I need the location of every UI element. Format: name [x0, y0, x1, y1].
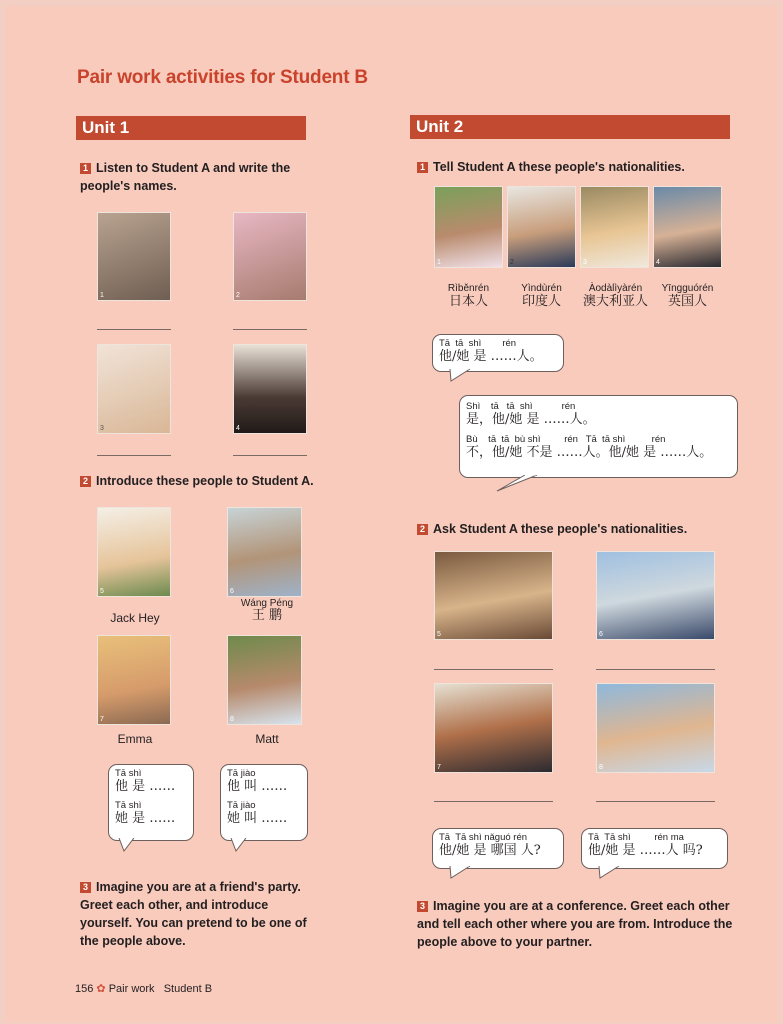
nationality-label: Rìběnrén 日本人: [447, 283, 490, 309]
answer-line: [434, 669, 553, 670]
section-name: Pair work: [108, 983, 155, 995]
photo-3: 3: [97, 344, 171, 434]
page-title: Pair work activities for Student B: [77, 67, 368, 88]
activity-number: 1: [80, 163, 91, 174]
activity2-text: Introduce these people to Student A.: [96, 474, 314, 488]
unit1-activity2: [80, 472, 320, 490]
unit1-activity3: [80, 878, 320, 950]
photo-4: 4: [233, 344, 307, 434]
photo-u2-7: 7: [434, 683, 553, 773]
activity3-text: Imagine you are at a friend's party. Greet each other, and introduce yourself. You can pretend to be one of the people above.: [80, 880, 307, 948]
student-label: Student B: [163, 983, 213, 995]
answer-line: [97, 455, 171, 456]
photo-8: 8: [227, 635, 302, 725]
person-name: Jack Hey: [110, 611, 160, 625]
photo-u2-8: 8: [596, 683, 715, 773]
unit2-activity3: [417, 897, 742, 951]
answer-line: [596, 669, 715, 670]
nationality-label: Àodàlìyàrén 澳大利亚人: [582, 283, 648, 309]
photo-2: 2: [233, 212, 307, 301]
activity3-text: Imagine you are at a conference. Greet each other and tell each other where you are from. Introduce the people above to your partner.: [417, 899, 733, 949]
bubble-tail: [597, 866, 623, 879]
answer-line: [97, 329, 171, 330]
page-footer: [75, 982, 212, 995]
person-name-chinese: [222, 598, 312, 623]
answer-line: [233, 329, 307, 330]
bubble-tail: [448, 866, 474, 879]
page-number: 156: [75, 983, 94, 995]
photo-u2-5: 5: [434, 551, 553, 640]
photo-u2-2: 2: [507, 186, 576, 268]
photo-u2-1: 1: [434, 186, 503, 268]
unit1-activity1: [80, 159, 310, 195]
answer-line: [596, 801, 715, 802]
unit2-activity1: [417, 158, 737, 176]
bubble-tail: [230, 838, 250, 852]
activity-number: 1: [417, 162, 428, 173]
photo-1: 1: [97, 212, 171, 301]
activity1-text: Tell Student A these people's nationalities.: [433, 160, 685, 174]
activity-number: 2: [80, 476, 91, 487]
bubble-tail: [448, 369, 474, 382]
person-name: Emma: [117, 732, 153, 746]
bubble-tail: [118, 838, 138, 852]
speech-bubble: Tā Tā shì rén ma 他/她 是 ……人 吗?: [581, 828, 728, 869]
unit1-header: Unit 1: [76, 116, 306, 140]
activity-number: 2: [417, 524, 428, 535]
photo-5: 5: [97, 507, 171, 597]
speech-bubble: Tā tā shì rén 他/她 是 ……人。: [432, 334, 564, 372]
person-pinyin: Wáng Péng: [240, 598, 294, 609]
activity1-text: Listen to Student A and write the people's names.: [80, 161, 291, 193]
speech-bubble: Tā shì 他 是 …… Tā shì 她 是 ……: [108, 764, 194, 841]
speech-bubble: Tā jiào 他 叫 …… Tā jiào 她 叫 ……: [220, 764, 308, 841]
photo-7: 7: [97, 635, 171, 725]
person-hanzi: 王 鹏: [251, 608, 283, 623]
bubble-tail: [495, 475, 541, 493]
unit2-header: Unit 2: [410, 115, 730, 139]
nationality-label: Yīngguórén 英国人: [661, 283, 714, 309]
activity2-text: Ask Student A these people's nationalities.: [433, 522, 688, 536]
flower-icon: ✿: [96, 983, 106, 995]
photo-u2-6: 6: [596, 551, 715, 640]
person-name: Matt: [255, 732, 279, 746]
activity-number: 3: [417, 901, 428, 912]
activity-number: 3: [80, 882, 91, 893]
speech-bubble: Tā Tā shì nǎguó rén 他/她 是 哪国 人?: [432, 828, 564, 869]
photo-6: 6: [227, 507, 302, 597]
answer-line: [434, 801, 553, 802]
photo-u2-4: 4: [653, 186, 722, 268]
photo-u2-3: 3: [580, 186, 649, 268]
speech-bubble: Shì tā tā shì rén 是，他/她 是 ……人。 Bù tā tā bù shì rén Tā tā shì rén 不，他/她 不是 ……人。他/她 是 ……人。: [459, 395, 738, 478]
answer-line: [233, 455, 307, 456]
nationality-label: Yìndùrén 印度人: [521, 283, 562, 309]
unit2-activity2: [417, 520, 737, 538]
